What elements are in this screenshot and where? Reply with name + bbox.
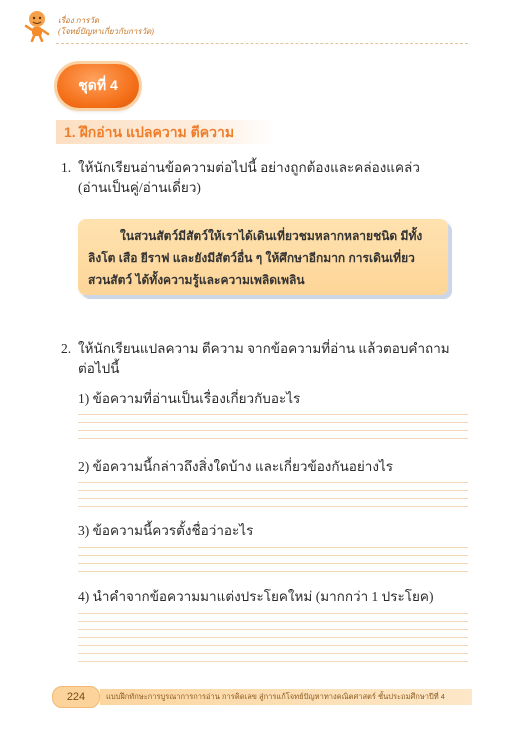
answer-line [78, 661, 468, 662]
question-2-line2: ต่อไปนี้ [78, 361, 120, 376]
subquestion-3: 3) ข้อความนี้ควรตั้งชื่อว่าอะไร [78, 523, 254, 538]
answer-line [78, 637, 468, 638]
question-2-line1: ให้นักเรียนแปลความ ตีความ จากข้อความที่อ่าน แล้วตอบคำถาม [78, 341, 450, 356]
answer-line [78, 414, 468, 415]
mascot-icon [22, 8, 52, 42]
subquestion-1: 1) ข้อความที่อ่านเป็นเรื่องเกี่ยวกับอะไร [78, 391, 301, 406]
question-1-line2: (อ่านเป็นคู่/อ่านเดี่ยว) [78, 180, 201, 195]
passage-line3: สวนสัตว์ ได้ทั้งความรู้และความเพลิดเพลิน [88, 273, 305, 287]
header-topic [58, 15, 154, 37]
footer-book-title: แบบฝึกทักษะการบูรณาการการอ่าน การคิดเลข สู่การแก้โจทย์ปัญหาทางคณิตศาสตร์ ชั้นประถมศึกษาปีที่ 4 [106, 692, 445, 701]
header-topic-line2: (โจทย์ปัญหาเกี่ยวกับการวัด) [58, 27, 154, 36]
header-topic-line1: เรื่อง การวัด [58, 16, 100, 25]
subquestion-2: 2) ข้อความนี้กล่าวถึงสิ่งใดบ้าง และเกี่ยวข้องกันอย่างไร [78, 459, 394, 474]
answer-line [78, 653, 468, 654]
answer-line [78, 506, 468, 507]
answer-line [78, 571, 468, 572]
question-1-number: 1. [61, 160, 72, 175]
section-title: 1. ฝึกอ่าน แปลความ ตีความ [64, 124, 235, 140]
answer-line [78, 613, 468, 614]
answer-line [78, 498, 468, 499]
passage-line2: ลิงโต เสือ ยีราฟ และยังมีสัตว์อื่น ๆ ให้ศึกษาอีกมาก การเดินเที่ยว [88, 251, 415, 265]
answer-line [78, 422, 468, 423]
passage-line1: ในสวนสัตว์มีสัตว์ให้เราได้เดินเที่ยวชมหลากหลายชนิด มีทั้ง [120, 229, 423, 243]
answer-line [78, 547, 468, 548]
answer-line [78, 555, 468, 556]
set-badge: ชุดที่ 4 [57, 64, 139, 108]
page-number: 224 [52, 686, 100, 708]
answer-line [78, 621, 468, 622]
answer-line [78, 629, 468, 630]
answer-line [78, 438, 468, 439]
answer-line [78, 430, 468, 431]
answer-line [78, 482, 468, 483]
header-divider [56, 43, 468, 44]
answer-line [78, 645, 468, 646]
question-1-line1: ให้นักเรียนอ่านข้อความต่อไปนี้ อย่างถูกต้องและคล่องแคล่ว [78, 160, 420, 175]
answer-line [78, 563, 468, 564]
answer-line [78, 490, 468, 491]
question-2-number: 2. [61, 341, 72, 356]
passage-box [78, 219, 448, 295]
subquestion-4: 4) นำคำจากข้อความมาแต่งประโยคใหม่ (มากกว่า 1 ประโยค) [78, 589, 434, 604]
